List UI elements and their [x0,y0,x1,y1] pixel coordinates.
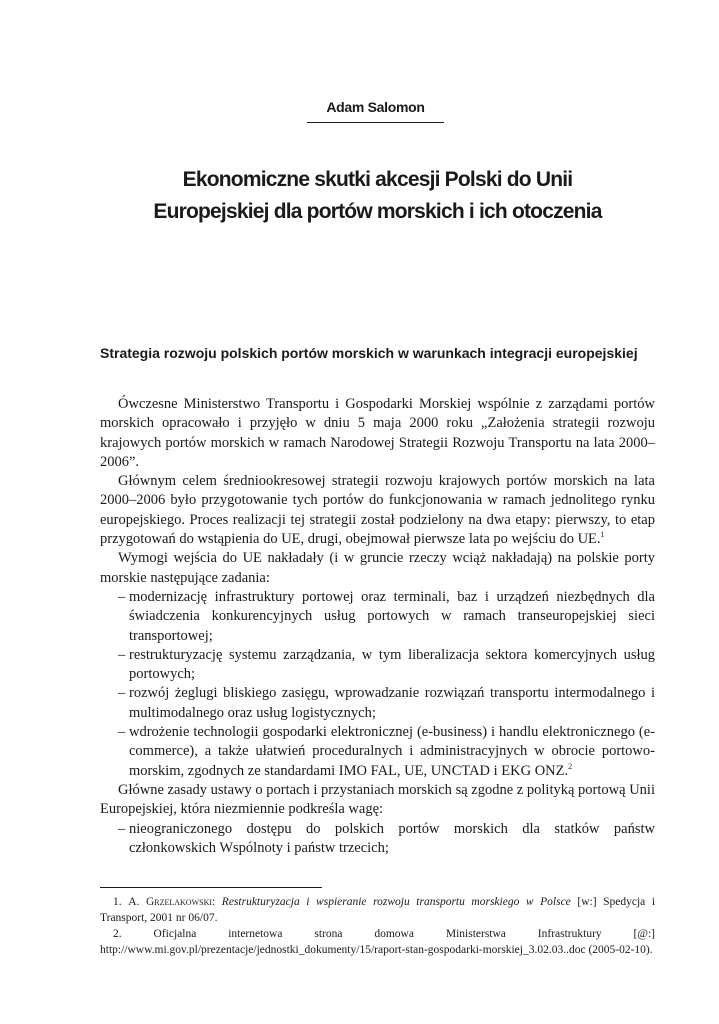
footnote-divider [100,887,322,888]
footnote-1-author: A. Grzelakowski: [128,896,216,908]
list-dash: – [118,820,126,837]
list-item [100,588,655,646]
list-item [100,646,655,685]
list-item-text: nieograniczonego dostępu do polskich portów morskich dla statków państw członkowskich Wspólnoty i państw trzecich; [129,820,655,856]
list-item-text: wdrożenie technologii gospodarki elektronicznej (e-business) i handlu elektronicznego (e-commerce), a także ułatwień proceduralnych i administracyjnych w obrocie portowo-morskim, zgodnych ze standardami IMO FAL, UE, UNCTAD i EKG ONZ. [129,724,655,779]
list-item-text: rozwój żeglugi bliskiego zasięgu, wprowadzanie rozwiązań transportu intermodalnego i multimodalnego oraz usług logistycznych; [129,685,655,721]
footnote-ref-1[interactable]: 1 [600,530,605,540]
paragraph-2-text: Głównym celem średniookresowej strategii rozwoju krajowych portów morskich na lata 2000–2006 było przygotowanie tych portów do funkcjonowania w ramach jednolitego rynku europejskiego. Proces realizacji tej strategii został podzielony na dwa etapy: pierwszy, to etap przygotowań do wstąpienia do UE, drugi, obejmował pierwsze lata po wejściu do UE. [100,473,655,548]
list-item-text: restrukturyzację systemu zarządzania, w tym liberalizacja sektora komercyjnych usług portowych; [129,646,655,683]
list-dash: – [118,588,126,605]
paragraph-4: Główne zasady ustawy o portach i przystaniach morskich są zgodne z polityką portową Unii Europejskiej, która niezmiennie podkreśla wagę: [100,781,655,818]
footnote-2-number: 2. [113,928,122,940]
principles-list [100,820,655,859]
footnote-ref-2[interactable]: 2 [568,761,573,771]
list-dash: – [118,685,126,702]
footnote-1-source: [w:] Spedycja i Transport, 2001 nr 06/07. [100,896,656,924]
footnote-1-number: 1. [113,896,122,908]
body-text [100,395,655,858]
author-name: Adam Salomon [307,99,444,123]
title-line-2: Europejskiej dla portów morskich i ich otoczenia [153,200,602,223]
footnote-1 [100,894,655,926]
footnote-1-title: Restrukturyzacja i wspieranie rozwoju transportu morskiego w Polsce [221,896,571,908]
tasks-list [100,588,655,781]
title-line-1: Ekonomiczne skutki akcesji Polski do Unii [182,168,573,191]
footnotes [100,894,655,958]
list-item [100,723,655,781]
list-item [100,820,655,859]
section-heading: Strategia rozwoju polskich portów morskich w warunkach integracji europejskiej [100,345,638,361]
article-title [100,164,655,228]
list-item-text: modernizację infrastruktury portowej oraz terminali, baz i urządzeń niezbędnych dla świadczenia konkurencyjnych usług portowych w ramach transeuropejskiej sieci transportowej; [129,588,655,644]
footnote-2-text: Oficjalna internetowa strona domowa Ministerstwa Infrastruktury [@:] http://www.mi.gov.pl/prezentacje/jednostki_dokumenty/15/raport-stan-gospodarki-morskiej_3.02.03..doc (2005-02-10). [100,928,655,956]
list-dash: – [118,724,126,741]
paragraph-1: Ówczesne Ministerstwo Transportu i Gospodarki Morskiej wspólnie z zarządami portów morskich opracowało i przyjęło w dniu 5 maja 2000 roku „Założenia strategii rozwoju krajowych portów morskich w ramach Narodowej Strategii Rozwoju Transportu na lata 2000–2006”. [100,396,655,470]
footnote-2 [100,926,655,958]
paragraph-3: Wymogi wejścia do UE nakładały (i w gruncie rzeczy wciąż nakładają) na polskie porty morskie następujące zadania: [100,550,655,586]
list-item [100,684,655,723]
list-dash: – [118,646,126,663]
paragraph-2 [100,472,655,549]
